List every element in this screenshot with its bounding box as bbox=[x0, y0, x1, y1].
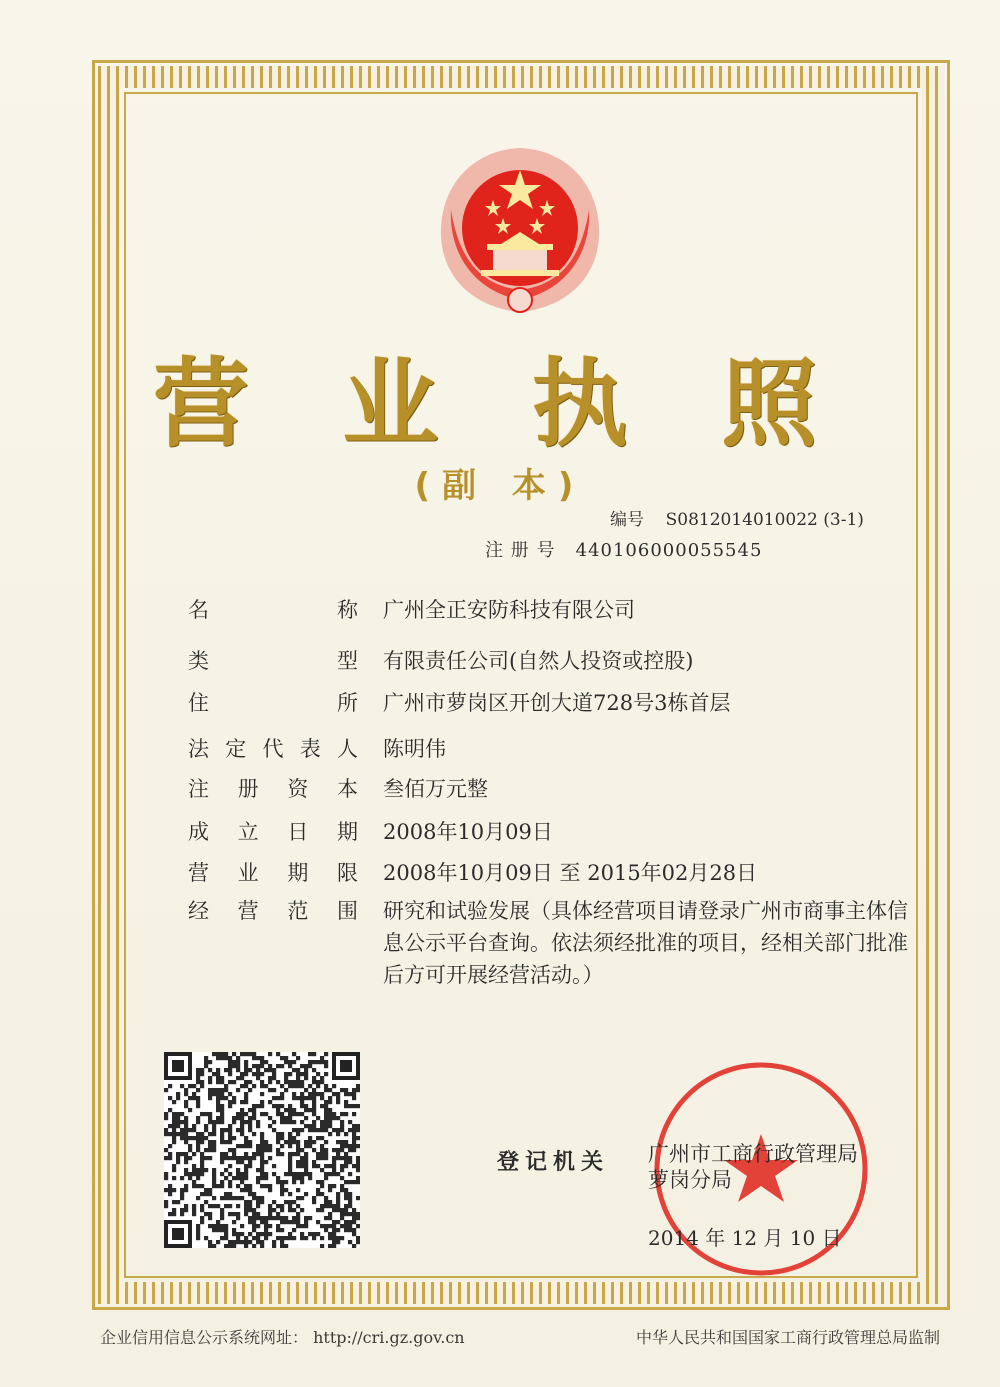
label-char: 定 bbox=[225, 737, 247, 761]
label-char: 册 bbox=[237, 777, 259, 801]
label-char: 表 bbox=[299, 737, 321, 761]
field-legal-representative bbox=[188, 733, 908, 765]
field-company-type bbox=[188, 645, 908, 677]
field-label bbox=[188, 895, 358, 991]
label-char: 名 bbox=[188, 598, 209, 622]
authority-name-line1: 广州市工商行政管理局 bbox=[648, 1142, 858, 1166]
label-char: 营 bbox=[237, 899, 259, 923]
field-label bbox=[188, 857, 358, 889]
label-char: 型 bbox=[337, 649, 358, 673]
label-char: 经 bbox=[188, 899, 209, 923]
label-char: 业 bbox=[237, 861, 259, 885]
national-emblem-icon bbox=[431, 140, 609, 320]
serial-label: 编号 bbox=[610, 510, 644, 530]
field-label bbox=[188, 687, 358, 719]
label-char: 称 bbox=[337, 598, 358, 622]
field-value: 2008年10月09日 至 2015年02月28日 bbox=[383, 861, 758, 885]
reg-label: 注 册 号 bbox=[485, 540, 556, 561]
label-char: 人 bbox=[337, 737, 358, 761]
label-char: 资 bbox=[287, 777, 309, 801]
label-char: 日 bbox=[287, 820, 309, 844]
label-char: 注 bbox=[188, 777, 209, 801]
authority-label: 登记机关 bbox=[497, 1149, 610, 1175]
label-char: 期 bbox=[336, 820, 358, 844]
label-char: 限 bbox=[336, 861, 358, 885]
serial-number bbox=[610, 505, 864, 530]
label-char: 类 bbox=[188, 649, 209, 673]
label-char: 围 bbox=[336, 899, 358, 923]
field-value: 陈明伟 bbox=[383, 737, 446, 761]
field-label bbox=[188, 645, 358, 677]
registration-number bbox=[485, 536, 762, 562]
field-establishment-date bbox=[188, 816, 908, 848]
field-address bbox=[188, 687, 908, 719]
serial-value: S0812014010022 (3-1) bbox=[665, 510, 864, 530]
license-subtitle: (副 本) bbox=[414, 466, 586, 506]
field-value: 2008年10月09日 bbox=[383, 820, 553, 844]
field-company-name bbox=[188, 594, 908, 626]
license-title: 营 业 执 照 bbox=[152, 348, 848, 460]
authority-name-line2: 萝岗分局 bbox=[648, 1168, 732, 1192]
field-business-term bbox=[188, 857, 908, 889]
field-business-scope bbox=[188, 895, 908, 991]
footer-supervisor: 中华人民共和国国家工商行政管理总局监制 bbox=[636, 1328, 941, 1347]
label-char: 本 bbox=[336, 777, 358, 801]
authority-name bbox=[648, 1141, 858, 1193]
field-value: 广州全正安防科技有限公司 bbox=[383, 598, 635, 622]
label-char: 期 bbox=[287, 861, 309, 885]
field-label bbox=[188, 816, 358, 848]
field-value: 广州市萝岗区开创大道728号3栋首层 bbox=[383, 691, 731, 715]
footer-website: 企业信用信息公示系统网址： http://cri.gz.gov.cn bbox=[100, 1328, 465, 1347]
field-value: 叁佰万元整 bbox=[383, 777, 488, 801]
label-char: 所 bbox=[337, 691, 358, 715]
label-char: 住 bbox=[188, 691, 209, 715]
label-char: 成 bbox=[188, 820, 209, 844]
label-char: 营 bbox=[188, 861, 209, 885]
reg-value: 440106000055545 bbox=[575, 540, 763, 561]
field-label bbox=[188, 733, 358, 765]
label-char: 法 bbox=[188, 737, 209, 761]
field-value: 研究和试验发展（具体经营项目请登录广州市商事主体信息公示平台查询。依法须经批准的项目，经相关部门批准后方可开展经营活动。） bbox=[383, 899, 908, 987]
label-char: 代 bbox=[262, 737, 284, 761]
qr-code bbox=[164, 1052, 360, 1248]
field-label bbox=[188, 594, 358, 626]
field-registered-capital bbox=[188, 773, 908, 805]
label-char: 立 bbox=[237, 820, 259, 844]
label-char: 范 bbox=[287, 899, 309, 923]
field-value: 有限责任公司(自然人投资或控股) bbox=[383, 649, 694, 673]
field-label bbox=[188, 773, 358, 805]
issue-date: 2014 年 12 月 10 日 bbox=[648, 1226, 842, 1250]
